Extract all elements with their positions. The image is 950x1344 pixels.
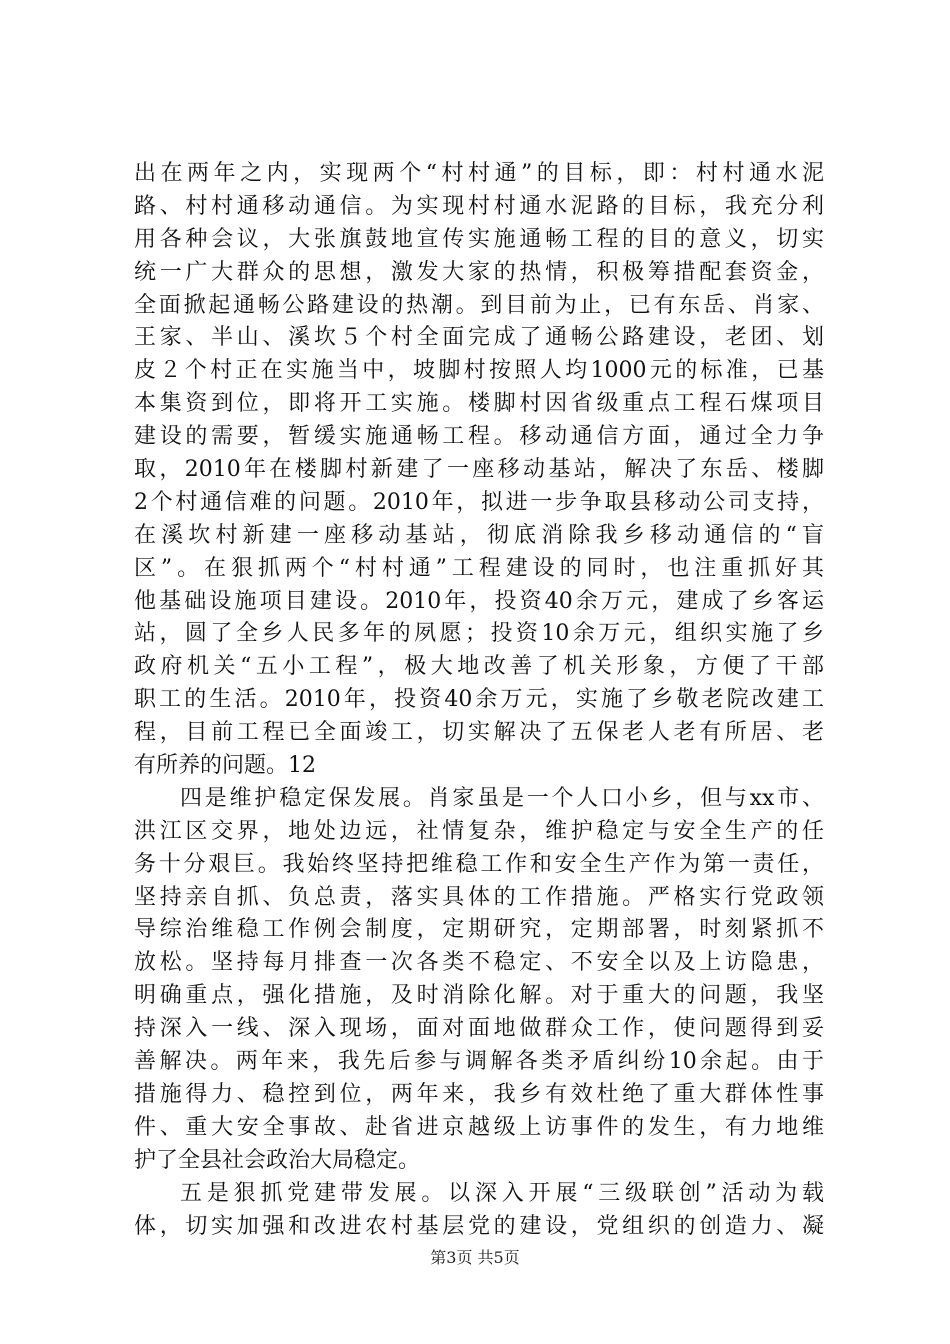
- paragraph-party-building: [134, 1178, 824, 1244]
- text-line: 五是狠抓党建带发展。以深入开展“三级联创”活动为载: [180, 1180, 824, 1206]
- text-line: 洪江区交界，地处边远，社情复杂，维护稳定与安全生产的任: [134, 818, 824, 844]
- text-line: 明确重点，强化措施，及时消除化解。对于重大的问题，我坚: [134, 983, 824, 1009]
- text-line: 坚持亲自抓、负总责，落实具体的工作措施。严格实行党政领: [134, 884, 824, 910]
- text-line: 在溪坎村新建一座移动基站，彻底消除我乡移动通信的“盲: [134, 522, 824, 548]
- paragraph-infrastructure: [134, 158, 824, 783]
- text-line: 全面掀起通畅公路建设的热潮。到目前为止，已有东岳、肖家、: [134, 292, 824, 318]
- text-line: 务十分艰巨。我始终坚持把维稳工作和安全生产作为第一责任，: [134, 851, 824, 877]
- text-line: 王家、半山、溪坎５个村全面完成了通畅公路建设，老团、划: [134, 325, 824, 351]
- text-line: 放松。坚持每月排查一次各类不稳定、不安全以及上访隐患，: [134, 950, 824, 976]
- document-body: [134, 158, 824, 1243]
- text-line: 站，圆了全乡人民多年的夙愿；投资10余万元，组织实施了乡: [134, 621, 824, 647]
- text-line: 职工的生活。2010年，投资40余万元，实施了乡敬老院改建工: [134, 687, 824, 713]
- text-line: 四是维护稳定保发展。肖家虽是一个人口小乡，但与xx市、: [180, 785, 824, 811]
- text-line: 件、重大安全事故、赴省进京越级上访事件的发生，有力地维: [134, 1114, 824, 1140]
- text-line: 护了全县社会政治大局稳定。: [134, 1147, 421, 1173]
- text-line: 政府机关“五小工程”，极大地改善了机关形象，方便了干部: [134, 654, 824, 680]
- text-line: 用各种会议，大张旗鼓地宣传实施通畅工程的目的意义，切实: [134, 226, 824, 252]
- text-line: 2个村通信难的问题。2010年，拟进一步争取县移动公司支持，: [134, 489, 824, 515]
- text-line: 程，目前工程已全面竣工，切实解决了五保老人老有所居、老: [134, 720, 824, 746]
- text-line: 路、村村通移动通信。为实现村村通水泥路的目标，我充分利: [134, 193, 824, 219]
- text-line: 导综治维稳工作例会制度，定期研究，定期部署，时刻紧抓不: [134, 917, 824, 943]
- text-line: 善解决。两年来，我先后参与调解各类矛盾纠纷10余起。由于: [134, 1049, 824, 1075]
- paragraph-stability: [134, 783, 824, 1178]
- page-footer: 第3页 共5页: [430, 1248, 520, 1267]
- text-line: 区”。在狠抓两个“村村通”工程建设的同时，也注重抓好其: [134, 555, 824, 581]
- text-line: 皮２个村正在实施当中，坡脚村按照人均1000元的标准，已基: [134, 358, 824, 384]
- text-line: 本集资到位，即将开工实施。楼脚村因省级重点工程石煤项目: [134, 391, 824, 417]
- text-line: 措施得力、稳控到位，两年来，我乡有效杜绝了重大群体性事: [134, 1081, 824, 1107]
- text-line: 持深入一线、深入现场，面对面地做群众工作，使问题得到妥: [134, 1016, 824, 1042]
- text-line: 建设的需要，暂缓实施通畅工程。移动通信方面，通过全力争: [134, 424, 824, 450]
- text-line: 出在两年之内，实现两个“村村通”的目标，即：村村通水泥: [134, 161, 824, 186]
- text-line: 体，切实加强和改进农村基层党的建设，党组织的创造力、凝: [134, 1213, 824, 1239]
- text-line: 有所养的问题。12: [134, 753, 316, 779]
- text-line: 取，2010年在楼脚村新建了一座移动基站，解决了东岳、楼脚: [134, 457, 824, 483]
- text-line: 他基础设施项目建设。2010年，投资40余万元，建成了乡客运: [134, 588, 824, 614]
- text-line: 统一广大群众的思想，激发大家的热情，积极筹措配套资金，: [134, 259, 824, 285]
